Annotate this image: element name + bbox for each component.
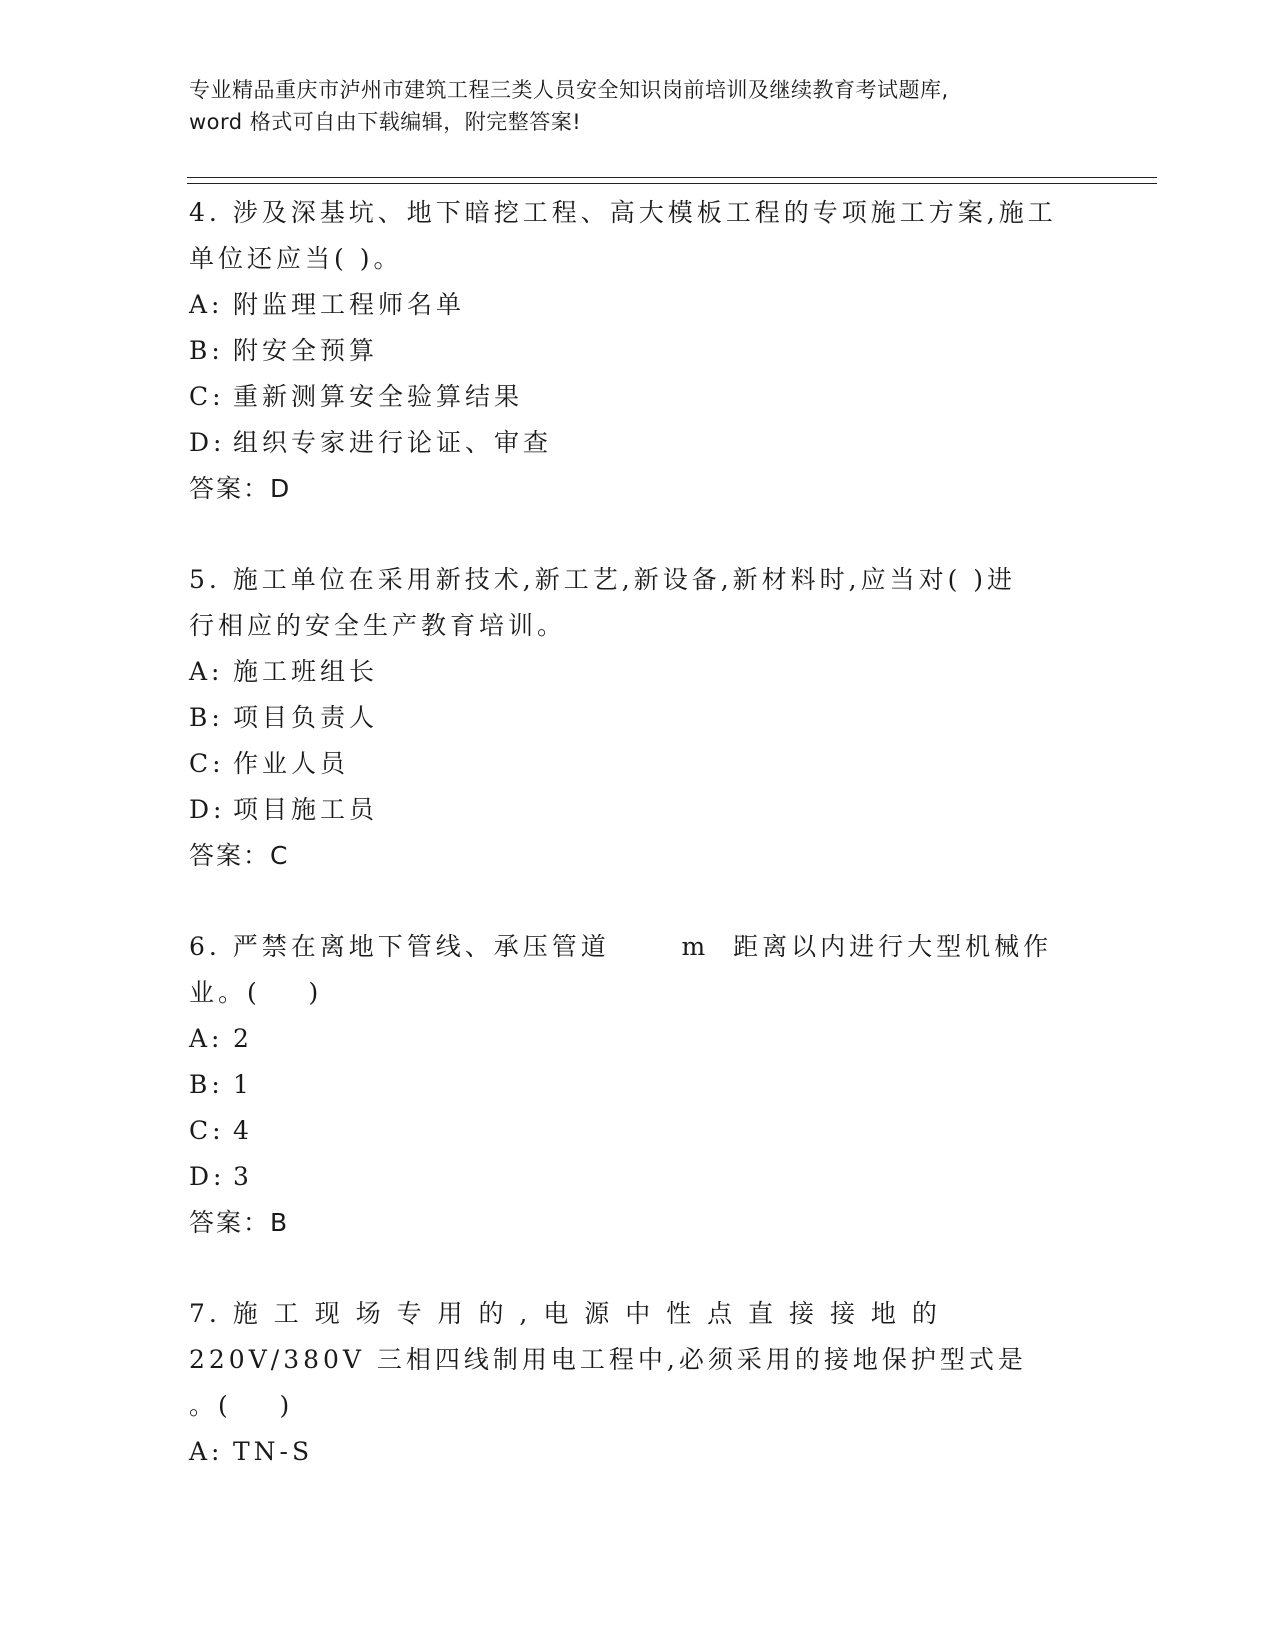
option-text: 组织专家进行论证、审查 [233,428,553,457]
answer-text: 答案：B [189,1208,290,1237]
option-letter: A: [189,1437,224,1466]
option-item [189,695,1069,741]
option-item [189,374,1069,420]
question-text: 4. 涉及深基坑、地下暗挖工程、高大模板工程的专项施工方案,施工 [189,198,1057,227]
option-text: 重新测算安全验算结果 [233,382,524,411]
question-text: 行相应的安全生产教育培训。 [189,611,567,640]
option-letter: C: [189,1116,225,1145]
option-letter: B: [189,336,224,365]
option-letter: D: [189,428,226,457]
option-text: 作业人员 [233,749,350,778]
option-item [189,1108,1069,1154]
option-text: TN-S [233,1437,314,1466]
option-text: 2 [233,1024,253,1053]
option-item [189,787,1069,833]
question-text: 7. 施 工 现 场 专 用 的 , 电 源 中 性 点 直 接 接 地 的 [189,1299,941,1328]
option-letter: C: [189,749,225,778]
option-item [189,1154,1069,1200]
option-letter: C: [189,382,225,411]
option-letter: A: [189,657,224,686]
question-text: 6. 严禁在离地下管线、承压管道 m 距离以内进行大型机械作 [189,932,1053,961]
option-letter: B: [189,703,224,732]
question-item [189,190,1069,512]
header-line: 专业精品重庆市泸州市建筑工程三类人员安全知识岗前培训及继续教育考试题库, [189,78,949,102]
header-divider [187,177,1157,178]
option-item [189,649,1069,695]
option-item [189,741,1069,787]
option-letter: A: [189,290,224,319]
option-letter: A: [189,1024,224,1053]
option-text: 项目负责人 [233,703,379,732]
option-item [189,328,1069,374]
answer-text: 答案：D [189,474,292,503]
spacer [189,1246,1069,1291]
header-divider [187,183,1157,184]
option-item [189,420,1069,466]
question-text: 单位还应当( )。 [189,244,403,273]
document-header [189,74,1089,138]
question-list [189,190,1069,1475]
option-text: 附安全预算 [233,336,379,365]
option-item [189,1016,1069,1062]
header-line: word 格式可自由下载编辑，附完整答案! [189,110,582,134]
option-letter: B: [189,1070,224,1099]
option-text: 1 [233,1070,253,1099]
question-text: 业。( ) [189,978,323,1007]
spacer [189,879,1069,924]
option-letter: D: [189,1162,226,1191]
question-text: 220V/380V 三相四线制用电工程中,必须采用的接地保护型式是 [189,1345,1027,1374]
spacer [189,512,1069,557]
question-item [189,557,1069,879]
question-item [189,924,1069,1246]
option-text: 施工班组长 [233,657,379,686]
option-item [189,1062,1069,1108]
option-item [189,282,1069,328]
question-text: 5. 施工单位在采用新技术,新工艺,新设备,新材料时,应当对( )进 [189,565,1017,594]
option-item [189,1429,1069,1475]
option-text: 项目施工员 [233,795,379,824]
question-text: 。( ) [189,1391,294,1420]
option-letter: D: [189,795,226,824]
answer-text: 答案：C [189,841,290,870]
question-item [189,1291,1069,1475]
option-text: 4 [233,1116,253,1145]
option-text: 3 [233,1162,253,1191]
option-text: 附监理工程师名单 [233,290,466,319]
